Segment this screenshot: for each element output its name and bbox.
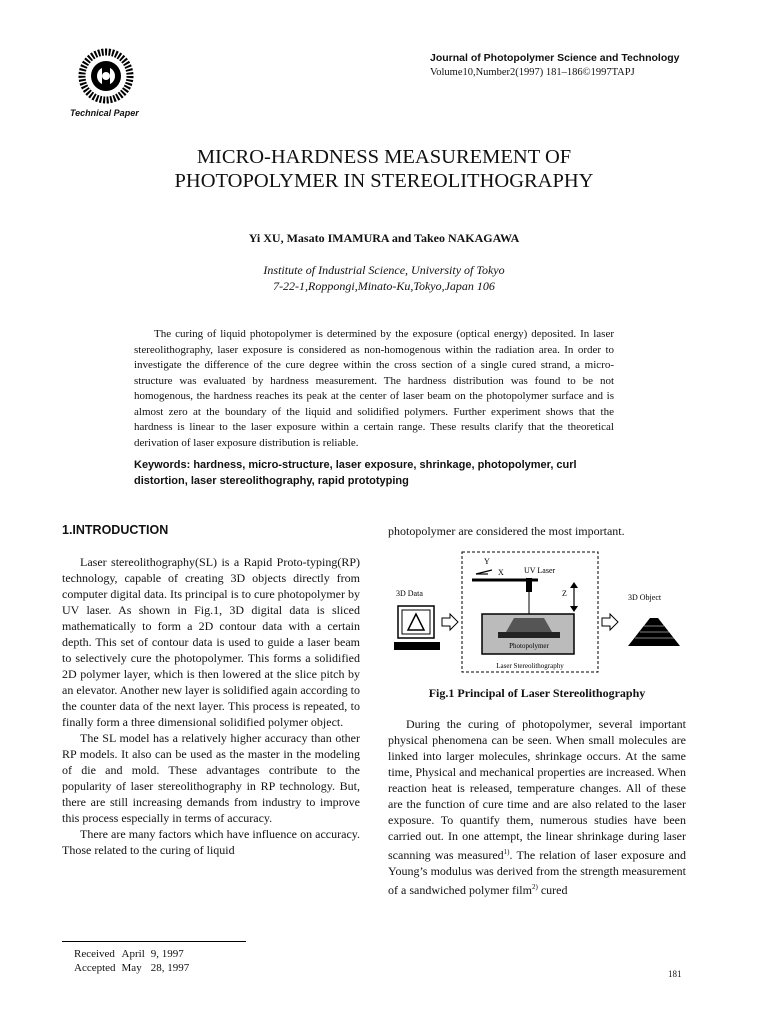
label-3d-object: 3D Object [628,593,662,602]
paragraph-text: During the curing of photopolymer, several important physical phenomena can be seen. When small molecules are linked into larger molecules, shrinkage occurs. At the same time, Physical and mechanical properties are increased. When reaction heat is released, temperature changes. All of these are the function of cure time and are also related to the laser exposure. To quantify them, numerous studies have been carried out. In one attempt, the linear shrinkage during laser scanning was measured [388,717,686,862]
received-accepted-dates [74,947,195,975]
keywords-list: hardness, micro-structure, laser exposure, shrinkage, photopolymer, curl distortion, laser stereolithography, rapid prototyping [134,459,577,487]
authors: Yi XU, Masato IMAMURA and Takeo NAKAGAWA [248,231,520,245]
arrow-right-icon [442,614,458,630]
keywords-label: Keywords: [134,459,191,471]
affiliation [0,262,768,294]
volume-info: Volume10,Number2(1997) 181–186©1997TAPJ [430,67,635,78]
computer-monitor-icon [398,606,434,638]
journal-logo [72,46,142,108]
triangle-icon [408,614,424,630]
received-month: April [121,948,145,960]
accepted-month: May [121,962,142,974]
label-uv-laser: UV Laser [524,566,556,575]
accepted-date: 28, 1997 [150,962,190,974]
paper-title [0,145,768,193]
label-x: X [498,568,504,577]
figure-caption: Fig.1 Principal of Laser Stereolithography [428,686,646,700]
part-in-vat [506,618,552,632]
received-label: Received [74,948,115,960]
section-heading: 1.INTRODUCTION [62,523,169,537]
citation-1: 1) [503,848,510,856]
paragraph [388,716,686,898]
citation-2: 2) [531,883,538,891]
paragraph: There are many factors which have influence on accuracy. Those related to the curing of liquid [62,827,360,857]
abstract: The curing of liquid photopolymer is determined by the exposure (optical energy) deposited. In laser stereolithography, laser exposure is considered as non-homogenous within the radiation area. In order to investigate the difference of the cure degree within the cross section of a single cured strand, a micro-structure was evaluated by hardness measurement. The hardness distribution was found to be not homogenous, the hardness reaches its peak at the center of laser beam on the photopolymer surface and is almost zero at the boundary of the liquid and solidified polymers. Further experiment shows that the hardness is linear to the laser exposure within a certain range. These results clarify that the theoretical derivation of laser exposure distribution is reliable. [134,328,614,449]
affiliation-line-1: Institute of Industrial Science, University of Tokyo [263,263,505,277]
laser-head-icon [526,578,532,592]
label-y: Y [484,557,490,566]
label-z: Z [562,589,567,598]
paragraph-text: cured [537,883,568,897]
footnote-rule [62,941,246,942]
received-date: 9, 1997 [150,948,184,960]
affiliation-line-2: 7-22-1,Roppongi,Minato-Ku,Tokyo,Japan 106 [273,279,495,293]
label-laser-stereolithography: Laser Stereolithography [496,662,564,670]
journal-name: Journal of Photopolymer Science and Technology [430,52,680,64]
paragraph: The SL model has a relatively higher accuracy than other RP models. It also can be used as the master in the modeling of die and mold. These advantages contribute to the popularity of laser stereolithography in RP technology. But, there are still increasing demands from industry to improve this process especially in terms of accuracy. [62,731,360,825]
left-column [62,554,360,858]
figure-1-diagram [388,548,688,680]
arrow-right-icon [602,614,618,630]
page-number: 181 [668,969,682,979]
label-3d-data: 3D Data [396,589,423,598]
keywords [134,458,614,489]
right-column-body [388,716,686,898]
paper-type-label: Technical Paper [70,108,139,118]
title-line-2: PHOTOPOLYMER IN STEREOLITHOGRAPHY [174,170,594,192]
title-line-1: MICRO-HARDNESS MEASUREMENT OF [196,146,572,168]
right-column-top: photopolymer are considered the most important. [388,524,625,538]
accepted-label: Accepted [74,962,116,974]
paragraph: Laser stereolithography(SL) is a Rapid Proto-typing(RP) technology, capable of creating 3D objects directly from computer digital data. Its principal is to cure photopolymer by UV laser. As shown in Fig.1, 3D digital data is sliced mathematically to form a 2D contour data with a certain depth. This set of contour data is used to guide a laser beam to selectively cure the photopolymer. This forms a solidified 2D polymer layer, which is then lowered at the slice pitch by an elevator. Another new layer is solidified again according to the counter data of the next layer. This process is repeated, to finally form a three dimensional solidified polymer object. [62,555,360,729]
label-photopolymer: Photopolymer [509,642,549,650]
paragraph-text: . The relation of laser exposure and Young’s modulus was derived from the strength measurement of a sandwiched polymer film [388,848,686,897]
keyboard-icon [394,642,440,650]
